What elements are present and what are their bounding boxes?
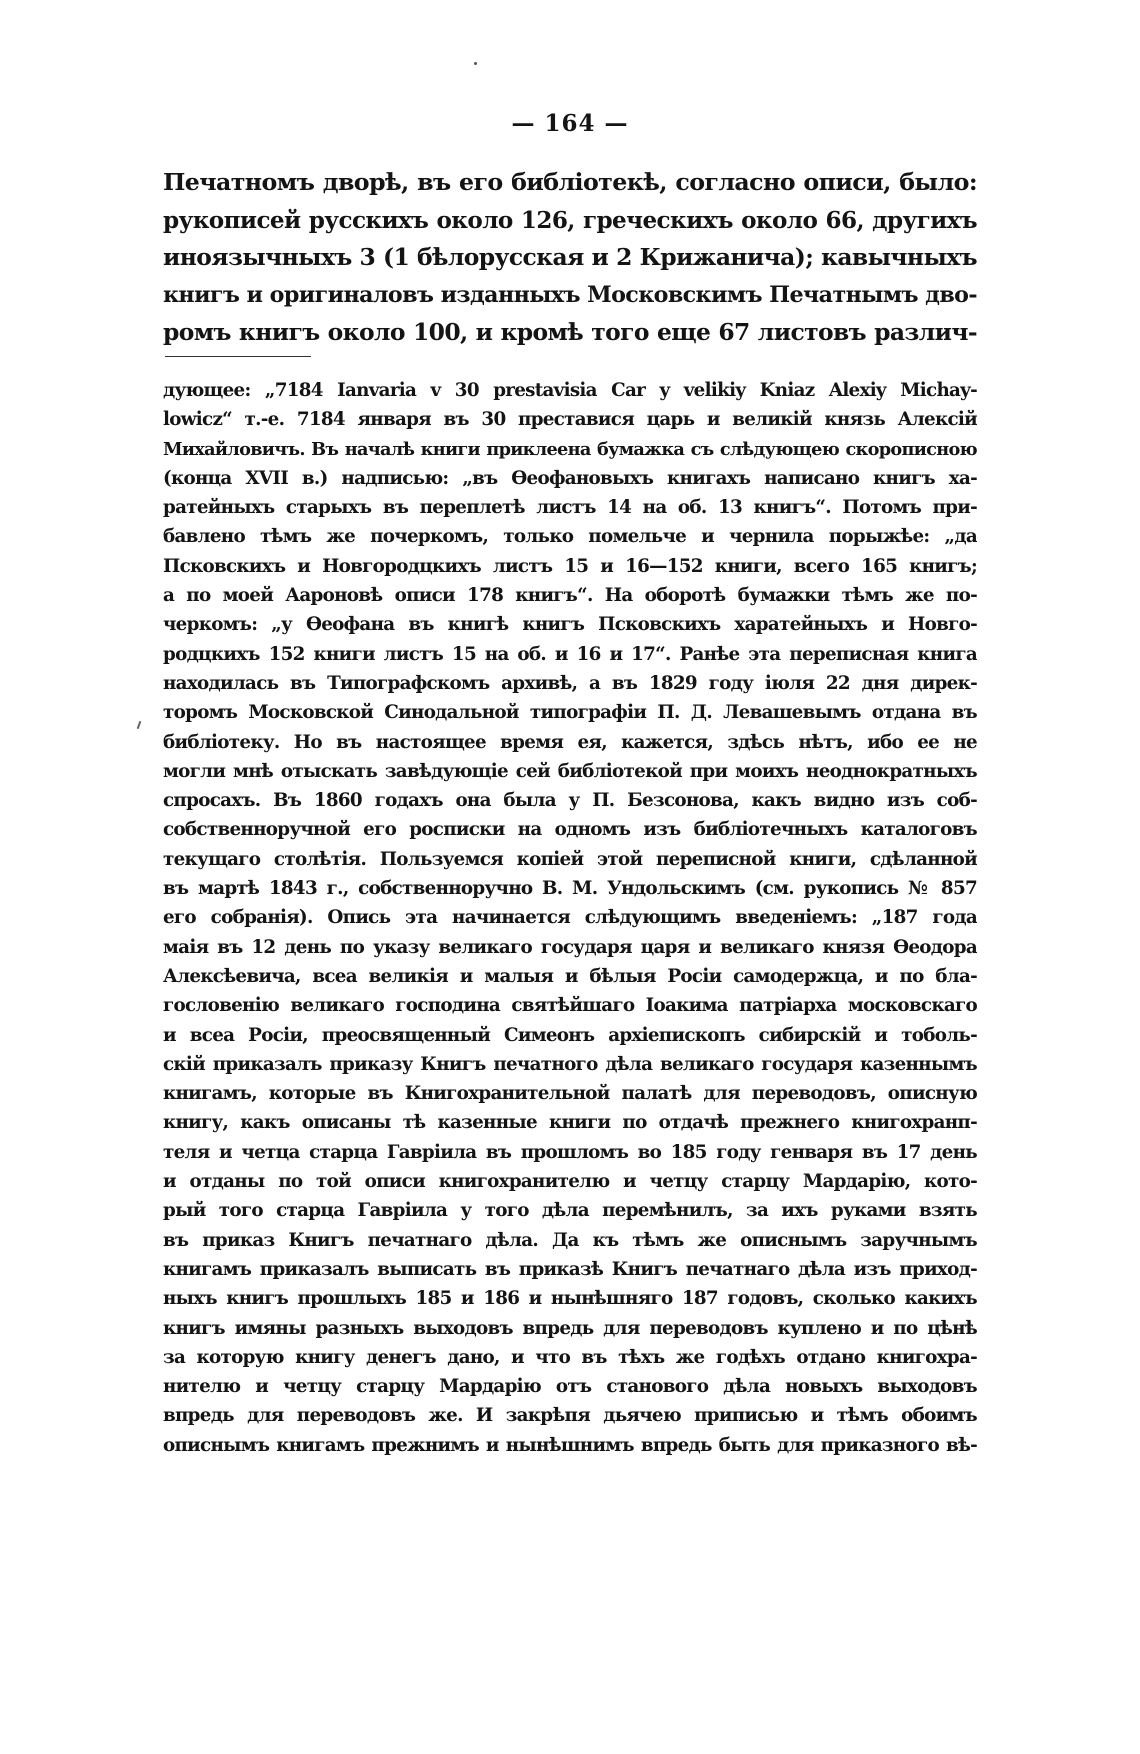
footnote-line: маія въ 12 день по указу великаго государя царя и великаго князя Ѳеодора [163,936,977,958]
main-text-line: рукописей русскихъ около 126, греческихъ около 66, другихъ [163,206,977,234]
footnote-line: Псковскихъ и Новгородцкихъ листъ 15 и 16—152 книги, всего 165 книгъ; [163,555,977,577]
footnote-line: книгъ имяны разныхъ выходовъ впредь для переводовъ куплено и по цѣнѣ [163,1317,977,1339]
footnote-line: черкомъ: „у Ѳеофана въ книгѣ книгъ Псковскихъ харатейныхъ и Новго- [163,614,977,636]
footnote-line: родцкихъ 152 книги листъ 15 на об. и 16 и 17“. Ранѣе эта переписная книга [163,643,977,665]
footnote-line: книгамъ, которые въ Книгохранительной палатѣ для переводовъ, описную [163,1083,977,1105]
footnote-line: библіотеку. Но въ настоящее время ея, кажется, здѣсь нѣтъ, ибо ее не [163,731,977,753]
footnote-line: его собранія). Опись эта начинается слѣдующимъ введеніемъ: „187 года [163,907,977,929]
footnote-line: собственноручной его росписки на одномъ изъ библіотечныхъ каталоговъ [163,819,977,841]
footnote-line: въ приказ Книгъ печатнаго дѣла. Да къ тѣмъ же описнымъ заручнымъ [163,1229,977,1251]
footnote-line: рый того старца Гавріила у того дѣла перемѣнилъ, за ихъ руками взять [163,1200,977,1222]
footnote-line: за которую книгу денегъ дано, и что въ тѣхъ же годѣхъ отдано книгохра- [163,1346,977,1368]
footnote-text [163,376,977,1460]
footnote-line: впредь для переводовъ же. И закрѣпя дьячею приписью и тѣмъ обоимъ [163,1405,977,1427]
footnote-line: lowicz“ т.-е. 7184 января въ 30 преставися царь и великій князь Алексій [163,409,977,431]
footnote-line: спросахъ. Въ 1860 годахъ она была у П. Безсонова, какъ видно изъ соб- [163,790,977,812]
footnote-line: скій приказалъ приказу Книгъ печатного дѣла великаго государя казеннымъ [163,1053,977,1075]
main-text-line: Печатномъ дворѣ, въ его библіотекѣ, согласно описи, было: [163,168,977,196]
footnote-line: (конца XVII в.) надписью: „въ Ѳеофановыхъ книгахъ написано книгъ ха- [163,467,977,489]
footnote-line: могли мнѣ отыскать завѣдующіе сей библіотекой при моихъ неоднократныхъ [163,760,977,782]
footnote-line: книгамъ приказалъ выписать въ приказѣ Книгъ печатнаго дѣла изъ приход- [163,1258,977,1280]
footnote-line: ныхъ книгъ прошлыхъ 185 и 186 и нынѣшняго 187 годовъ, сколько какихъ [163,1288,977,1310]
main-text-line: иноязычныхъ 3 (1 бѣлорусская и 2 Крижанича); кавычныхъ [163,243,977,271]
main-text [163,164,977,352]
footnote-line: находилась въ Типографскомъ архивѣ, а въ 1829 году іюля 22 дня дирек- [163,672,977,694]
footnote-line: дующее: „7184 Ianvaria v 30 prestavisia Car y velikiy Kniaz Alexiy Michay- [163,380,977,401]
footnote-line: гословенію великаго господина святѣйшаго Іоакима патріарха московскаго [163,995,977,1017]
page-number: — 164 — [511,110,629,137]
main-text-line: книгъ и оригиналовъ изданныхъ Московскимъ Печатнымъ дво- [163,281,977,308]
main-text-line: ромъ книгъ около 100, и кромѣ того еще 67 листовъ различ- [163,318,977,346]
footnote-line: и всеа Росіи, преосвященный Симеонъ архіепископъ сибирскій и тоболь- [163,1024,977,1046]
footnote-line: описнымъ книгамъ прежнимъ и нынѣшнимъ впредь быть для приказного вѣ- [163,1434,977,1456]
footnote-line: торомъ Московской Синодальной типографіи П. Д. Левашевымъ отдана въ [163,702,977,724]
footnote-line: а по моей Аароновѣ описи 178 книгъ“. На оборотѣ бумажки тѣмъ же по- [163,585,977,607]
footnote-line: ратейныхъ старыхъ въ переплетѣ листъ 14 на об. 13 книгъ“. Потомъ при- [163,497,977,519]
footnote-line: книгу, какъ описаны тѣ казенные книги по отдачѣ прежнего книгохранп- [163,1112,977,1134]
footnote-line: теля и четца старца Гавріила въ прошломъ во 185 году генваря въ 17 день [163,1141,977,1163]
footnote-line: въ мартѣ 1843 г., собственноручно В. М. Ундольскимъ (см. рукопись № 857 [163,878,977,900]
footnote-divider [165,356,311,357]
footnote-line: текущаго столѣтія. Пользуемся копіей этой переписной книги, сдѣланной [163,848,977,870]
footnote-line: Михайловичъ. Въ началѣ книги приклеена бумажка съ слѣдующею скорописною [163,438,977,460]
ink-speck [474,62,477,65]
footnote-line: нителю и четцу старцу Мардарію отъ станового дѣла новыхъ выходовъ [163,1376,977,1398]
footnote-line: Алексѣевича, всеа великія и малыя и бѣлыя Росіи самодержца, и по бла- [163,965,977,987]
footnote-line: и отданы по той описи книгохранителю и четцу старцу Мардарію, кото- [163,1171,977,1193]
footnote-line: бавлено тѣмъ же почеркомъ, только помельче и чернила порыжѣе: „да [163,526,977,548]
margin-mark [137,721,142,729]
